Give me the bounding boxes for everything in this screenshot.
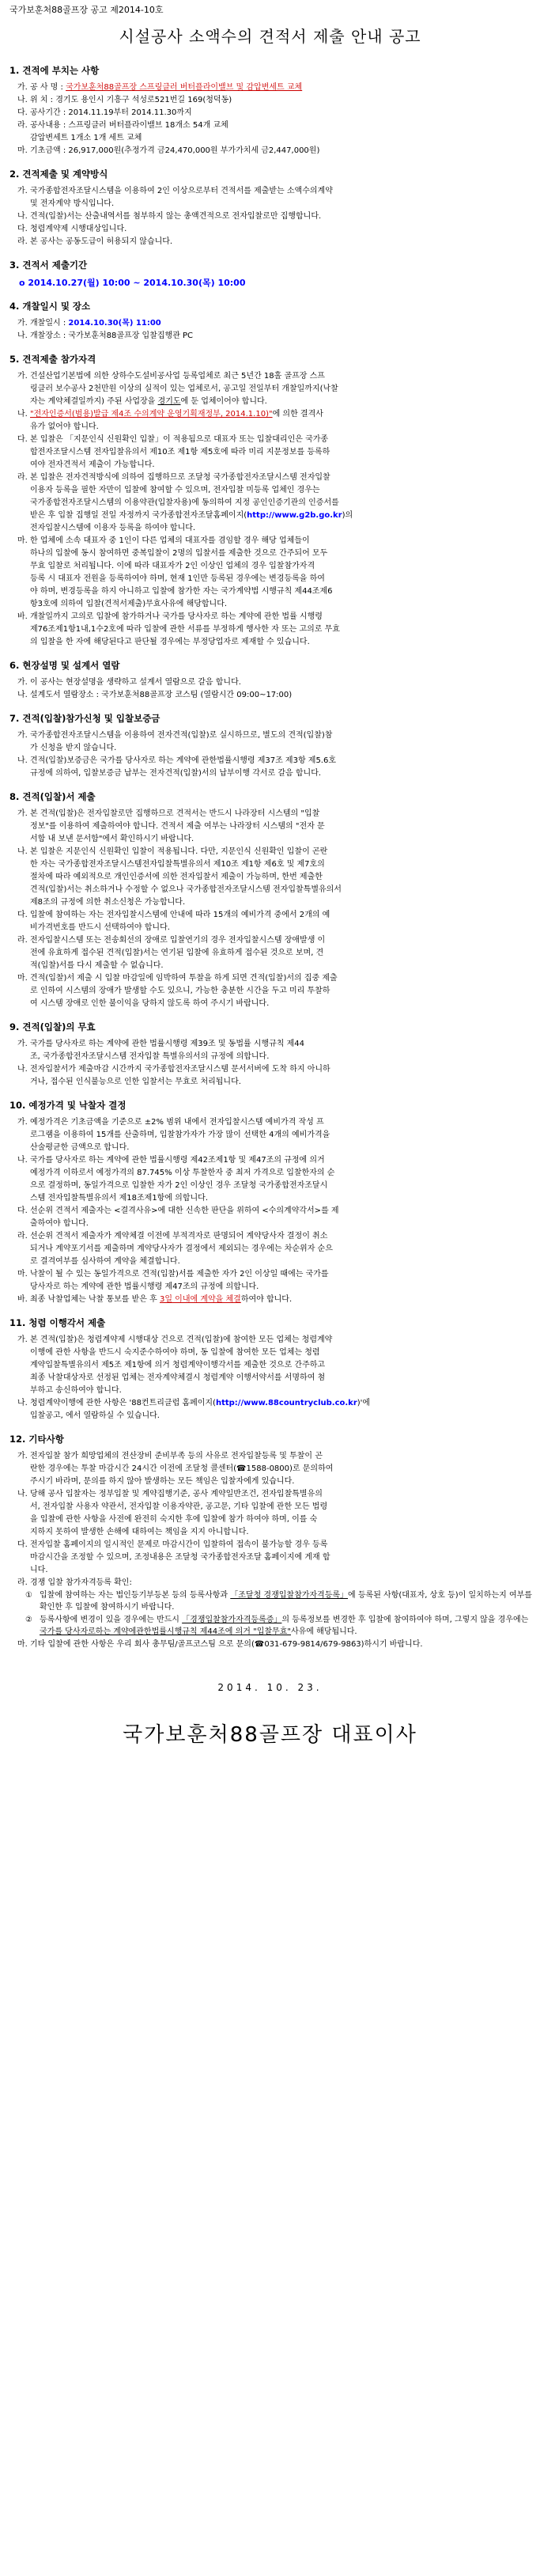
list-item [8,1577,532,1589]
underlined-text: 「경쟁입찰참가자격등록증」 [182,1616,282,1624]
section-heading: 10. 예정가격 및 낙찰자 결정 [9,1100,127,1111]
item-text: 적(입찰)서를 다시 제출할 수 없습니다. [30,961,164,970]
underlined-text: 「조달청 경쟁입찰참가자격등록」 [230,1591,349,1600]
section-s4 [8,300,532,342]
item-text: 을 입찰에 관한 사항을 사전에 완전히 숙지한 후에 입찰에 참가 하여야 하며, 이를 숙 [30,1515,318,1524]
item-text: 야 하며, 변경등록을 하지 아니하고 입찰에 참가한 자는 국가계약법 시행규칙 제44조제6 [30,587,333,596]
list-item [8,1334,532,1346]
item-text: 공사내용 : 스프링클러 버터플라이밸브 18개소 54개 교체 [30,121,228,130]
item-text: 설계도서 열람장소 : 국가보훈처88골프장 코스팀 (열람시간 09:00~17:00) [30,691,293,699]
item-text: 에 등록된 사항(대표자, 상호 등)이 일치하는지 여부를 확인한 후 입찰에 참여하시기 바랍니다. [40,1591,532,1612]
item-text: 계약입찰특별유의서 제5조 제1항에 의거 청렴계약이행각서를 제출한 것으로 간주하고 [30,1361,326,1369]
list-item [8,1513,532,1525]
item-marker: 라. [17,121,28,130]
item-text: 본 견적(입찰)은 청렴계약제 시행대상 건으로 견적(입찰)에 참여한 모든 업체는 청렴계약 [30,1335,333,1344]
item-marker: 나. [17,331,28,340]
highlight-text: http://www.g2b.go.kr [247,511,342,520]
item-text: 전에 유효하게 접수된 견적(입찰)서는 연기된 입찰에 유효하게 접수된 것으로 보며, 견 [30,949,324,957]
item-text: 경쟁 입찰 참가자격등록 확인: [30,1578,132,1587]
item-text: 위 치 : 경기도 용인시 기흥구 석성로521번길 169(청덕동) [30,96,232,104]
list-item [8,947,532,959]
list-item [8,896,532,908]
item-marker: 나. [17,691,28,699]
item-marker: 나. [17,410,28,419]
item-text: 본 공사는 공동도급이 허용되지 않습니다. [30,237,173,246]
item-marker: 가. [17,372,28,381]
list-item [8,317,532,329]
item-text: 낙찰이 될 수 있는 동일가격으로 견적(입찰)서를 제출한 자가 2인 이상일 때에는 국가를 [30,1270,329,1279]
item-text: 자는 계약체결일까지) 주된 사업장을 [30,397,158,406]
list-item [8,446,532,458]
item-text: 기타 입찰에 관한 사항은 우리 회사 총무팀/골프코스팀 으로 문의(☎031-679-9814/679-9863)하시기 바랍니다. [30,1640,423,1649]
item-text: 되거나 계약포기서를 제출하며 계약당사자가 결정에서 제외되는 경우에는 차순위자 순으 [30,1244,333,1253]
list-item [8,1539,532,1551]
list-item [8,884,532,896]
item-text: 등록 시 대표자 전원을 등록하여야 하며, 현재 1인만 등록된 경우에는 변경등록을 하여 [30,574,325,583]
item-marker: 라. [17,473,28,482]
item-text: 의 입찰을 한 자에 해당된다고 판단될 경우에는 부정당업자로 제재할 수 있습니다. [30,638,310,646]
item-text: 스템 전자입찰특별유의서 제18조제1항에 의합니다. [30,1194,209,1203]
item-marker: 마. [17,974,28,983]
item-text: 정보"를 이용하여 제출하여야 합니다. 견적서 제출 여부는 나라장터 시스템의 "전자 문 [30,822,325,831]
notice-body [8,64,532,1650]
item-marker: 라. [17,237,28,246]
list-item [8,922,532,934]
list-item [8,1154,532,1166]
item-text: 하나의 입찰에 동시 참여하면 중복입찰이 2명의 입찰서를 제출한 것으로 간주되어 모두 [30,549,328,558]
item-text: 당사자로 하는 계약에 관한 법률시행령 제47조의 규정에 의합니다. [30,1282,259,1291]
item-marker: 다. [17,108,28,117]
item-text: 여야 전자견적서 제출이 가능합니다. [30,460,155,469]
list-item [8,960,532,972]
list-item [8,1076,532,1088]
list-item [8,1372,532,1384]
item-text: 입찰에 참여하는 자는 법인등기부등본 등의 등록사항과 [40,1591,231,1600]
item-text: 출하여야 합니다. [30,1219,89,1228]
item-marker: 마. [17,146,28,155]
section-s10 [8,1099,532,1305]
list-item [8,1551,532,1563]
item-text: 주시기 바라며, 문의를 하지 않아 발생하는 모든 책임은 입찰자에게 있습니다. [30,1477,295,1486]
list-item [8,459,532,471]
list-item [8,623,532,635]
list-item [8,1501,532,1513]
section-s7 [8,712,532,779]
list-item [8,1142,532,1154]
list-item [8,1638,532,1650]
item-marker: 마. [17,536,28,545]
section-heading: 2. 견적제출 및 계약방식 [9,169,108,180]
section-heading: 4. 개찰일시 및 장소 [9,301,91,312]
item-text: 전자입찰 홈페이지의 일시적인 문제로 마감시간이 입찰하여 접속이 불가능할 경우 등록 [30,1540,328,1549]
list-item [8,1385,532,1396]
item-text: 최종 낙찰업체는 낙찰 통보를 받은 후 [30,1295,160,1304]
list-item [8,560,532,572]
item-text: 선순위 견적서 제출자는 <결격사유>에 대한 신속한 판단을 위하여 <수의계약각서>를 제 [30,1207,339,1215]
item-text: 최종 낙찰대상자로 선정된 업체는 전자계약체결시 청렴계약 이행서약서를 서명하여 첨 [30,1373,326,1382]
list-item [8,1488,532,1500]
list-item [8,1116,532,1128]
item-marker: ② [25,1616,32,1624]
section-heading: 8. 견적(입찰)서 제출 [9,791,96,802]
list-item [8,1294,532,1305]
item-text: 전자입찰 참가 희망업체의 전산장비 준비부족 등의 사유로 전자입찰등록 및 투찰이 곤 [30,1452,323,1460]
item-text: 거나, 접수된 인식불능으로 인한 입찰서는 무효로 처리됩니다. [30,1078,241,1086]
section-s2 [8,168,532,248]
item-marker: 가. [17,809,28,818]
item-marker: 나. [17,1065,28,1074]
item-marker: 다. [17,911,28,919]
list-item [8,1281,532,1293]
item-text: 및 전자계약 방식입니다. [30,199,115,208]
highlight-text: "전자인증서(범용)발급 제4조 수의계약 운영기획재정부, 2014.1.10)" [30,410,273,419]
item-marker: 가. [17,731,28,740]
list-item [8,396,532,407]
list-item [8,676,532,688]
item-text: 국가종합전자조달시스템의 이용약관(입찰자용)에 동의하여 지정 공인인증기관의 인증서를 [30,498,339,507]
list-item [8,119,532,131]
item-text: 이행에 관한 사항을 반드시 숙지준수하여야 하며, 동 입찰에 참여한 모든 업체는 청렴 [30,1348,320,1357]
item-text: 부하고 송신하여야 합니다. [30,1386,122,1395]
item-text: 청렴계약제 시행대상입니다. [30,225,127,233]
item-text: 링클러 보수공사 2천만원 이상의 실적이 있는 업체로서, 공고일 전일부터 개찰일까지(낙찰 [30,385,338,393]
item-text: 본 입찰은 지문인식 신원확인 입찰이 적용됩니다. 다만, 지문인식 신원확인 입찰이 곤란 [30,847,328,856]
list-item [8,636,532,648]
document-id: 국가보훈처88골프장 공고 제2014-10호 [9,5,164,15]
list-item [8,522,532,534]
item-text: 제8조의 규정에 의한 취소신청은 가능합니다. [30,898,186,907]
list-item [8,145,532,157]
list-item [8,1397,532,1409]
section-s5 [8,353,532,648]
list-item [8,434,532,445]
issuer-name: 국가보훈처88골프장 대표이사 [123,1723,417,1747]
list-item [8,755,532,767]
list-item [8,1526,532,1538]
list-item [8,1359,532,1371]
list-item [8,1347,532,1358]
item-text: 무효 입찰로 처리됩니다. 이에 따라 대표자가 2인 이상인 업체의 경우 입찰참가자격 [30,562,315,570]
item-text: 기초금액 : 26,917,000원(추정가격 금24,470,000원 부가가치세 금2,447,000원) [30,146,320,155]
item-text: 전자입찰시스템에 이용자 등록을 하여야 합니다. [30,524,196,532]
list-item [8,370,532,382]
list-item [8,535,532,547]
section-s1 [8,64,532,157]
item-text: 국가를 당사자로 하는 계약에 관한 법률시행령 제39조 및 동법률 시행규칙 제44 [30,1040,305,1048]
list-item [8,1167,532,1179]
list-item [8,210,532,222]
list-item [8,1564,532,1576]
item-text: 견적(입찰)보증금은 국가를 당사자로 하는 계약에 관한법률시행령 제37조 제3항 제5.6호 [30,756,337,765]
list-item [8,1038,532,1050]
item-text: 예정가격은 기초금액을 기준으로 ±2% 범위 내에서 전자입찰시스템 예비가격 작성 프 [30,1118,324,1127]
item-text: 등록사항에 변경이 있을 경우에는 반드시 [40,1616,183,1624]
list-item [8,729,532,741]
section-s8 [8,790,532,1010]
section-s9 [8,1021,532,1088]
item-text: 국가종합전자조달시스템을 이용하여 2인 이상으로부터 견적서를 제출받는 소액수의계약 [30,187,333,195]
list-item [8,236,532,248]
item-text: 산술평균한 금액으로 합니다. [30,1143,130,1152]
list-item [8,421,532,433]
list-item [8,484,532,496]
list-item [8,1268,532,1280]
section-heading: 1. 견적에 부치는 사항 [9,65,100,76]
item-text: 본 입찰은 「지문인식 신원확인 입찰」이 적용됨으로 대표자 또는 입찰대리인은 국가종 [30,435,329,444]
list-item [8,472,532,483]
item-marker: 마. [17,1640,28,1649]
item-marker: 라. [17,1578,28,1587]
notice-page [8,0,532,1748]
item-text: 개찰장소 : 국가보훈처88골프장 입찰집행관 PC [30,331,194,340]
list-item [8,909,532,921]
item-marker: 바. [17,612,28,621]
item-marker: 가. [17,83,28,92]
list-item [8,689,532,701]
item-text: 비가격번호를 반드시 선택하여야 합니다. [30,923,170,932]
item-text: 견적(입찰)서 제출 시 입찰 마감일에 임박하여 투찰을 하게 되면 견적(입찰)서의 집중 제출 [30,974,338,983]
list-item [8,547,532,559]
item-text: 전자입찰시스템 또는 전송회선의 장애로 입찰연기의 경우 전자입찰시스템 장애발생 이 [30,936,326,945]
item-text: 란한 경우에는 투찰 마감시간 24시간 이전에 조달청 콜센터(☎1588-0800)로 문의하여 [30,1464,334,1473]
item-marker: 가. [17,1452,28,1460]
item-text: 지하지 못하여 발생한 손해에 대하여는 책임을 지지 아니합니다. [30,1528,249,1536]
item-text: 절차에 따라 예외적으로 개인인증서에 의한 전자입찰서 제출이 가능하며, 한번 제출한 [30,873,323,881]
list-item [8,94,532,106]
item-text: 여 시스템 장애로 인한 불이익을 당하지 않도록 하여 주시기 바랍니다. [30,999,270,1008]
item-text: 견적(입찰)서는 산출내역서를 첨부하지 않는 총액견적으로 전자입찰로만 집행합니다. [30,212,322,221]
list-item [8,972,532,984]
list-item [8,998,532,1010]
item-text: 본 입찰은 전자견적방식에 의하여 집행하므로 조달청 국가종합전자조달시스템 전자입찰 [30,473,330,482]
item-text: 합전자조달시스템 전자입찰유의서 제10조 제1항 제5호에 따라 미리 지문정보를 등록하 [30,448,330,456]
section-heading: 7. 견적(입찰)참가신청 및 입찰보증금 [9,713,160,724]
list-item [8,858,532,870]
item-text: 본 견적(입찰)은 전자입찰로만 집행하므로 견적서는 반드시 나라장터 시스템의 "입찰 [30,809,320,818]
section-heading: 9. 견적(입찰)의 무효 [9,1021,96,1032]
list-item [8,81,532,93]
list-item [8,1256,532,1267]
item-marker: 마. [17,1270,28,1279]
item-text: 로 결격여부를 심사하여 계약을 체결합니다. [30,1257,180,1266]
item-text: 항3호에 의하여 입찰(견적서제출)무효사유에 해당합니다. [30,600,228,608]
list-item [8,1218,532,1229]
highlight-text: http://www.88countryclub.co.kr [215,1399,357,1407]
list-item [8,1243,532,1255]
item-text: 규정에 의하여, 입찰보증금 납부는 전자견적(입찰)서의 납부이행 각서로 갈음 합니다. [30,769,322,778]
list-item [8,1180,532,1191]
list-item [8,1410,532,1422]
section-heading: 12. 기타사항 [9,1434,64,1445]
item-text: 사유에 해당됩니다. [290,1627,357,1636]
highlight-text: 2014.10.30(목) 11:00 [68,319,161,328]
item-text: 제76조제1항1내,1수2호에 따라 입찰에 관한 서류를 부정하게 행사한 자 또는 고의로 무효 [30,625,340,634]
item-marker: 바. [17,1295,28,1304]
item-marker: 다. [17,1540,28,1549]
list-item [8,132,532,144]
item-text: 서, 전자입찰 사용자 약관서, 전자입찰 이용자약관, 공고문, 기타 입찰에 관한 모든 법령 [30,1502,328,1511]
section-heading: 3. 견적서 제출기간 [9,259,88,271]
item-marker: 나. [17,212,28,221]
item-text: 예정가격 이하로서 예정가격의 87.745% 이상 투찰한자 중 최저 가격으로 입찰한자의 순 [30,1169,335,1177]
item-text: 유가 없어야 합니다. [30,422,99,431]
item-text: 개찰일까지 고의로 입찰에 참가하거나 국가를 당사자로 하는 계약에 관한 법률 시행령 [30,612,323,621]
list-item [8,573,532,585]
list-item [8,846,532,858]
item-marker: 나. [17,847,28,856]
list-item [8,742,532,754]
item-marker: 다. [17,225,28,233]
item-text: 이 공사는 현장설명을 생략하고 설계서 열람으로 갈음 합니다. [30,678,241,687]
item-text: 로그램을 이용하여 15개를 산출하며, 입찰참가자가 가장 많이 선택한 4개의 예비가격을 [30,1131,330,1139]
list-item [8,107,532,119]
highlight-text: 3일 이내에 계약을 체결 [159,1295,241,1304]
item-text: 한 업체에 소속 대표자 중 1인이 다른 업체의 대표자를 겸임할 경우 해당 업체들이 [30,536,310,545]
item-text: 의 등록정보를 변경한 후 입찰에 참여하여야 하며, 그렇지 않을 경우에는 [281,1616,529,1624]
item-text: 입찰에 참여하는 자는 전자입찰시스템에 안내에 따라 15개의 예비가격 중에서 2개의 예 [30,911,330,919]
item-text: )'에 [357,1399,371,1407]
item-marker: 다. [17,1207,28,1215]
list-item [8,585,532,597]
list-item [8,408,532,420]
item-text: 으로 결정하며, 동일가격으로 입찰한 자가 2인 이상인 경우 조달청 국가종합전자조달시 [30,1181,328,1190]
item-text: )의 [342,511,353,520]
item-text: 니다. [30,1566,48,1574]
list-item [8,1450,532,1462]
underlined-text: 국가를 당사자로하는 계약에관한법률시행규칙 제44조에 의거 "입찰무효" [40,1627,291,1636]
item-marker: 나. [17,756,28,765]
list-item [8,1614,532,1638]
list-item [8,1205,532,1217]
item-marker: 라. [17,1232,28,1241]
notice-title: 시설공사 소액수의 견적서 제출 안내 공고 [119,27,421,46]
item-text: 에 의한 결격사 [272,410,323,419]
list-item [8,510,532,521]
item-text: 감압변세트 1개소 1개 세트 교체 [30,134,142,142]
list-item [8,383,532,395]
item-text: 공 사 명 : [30,83,66,92]
list-item [8,198,532,210]
item-marker: ① [25,1591,32,1600]
item-text: 에 둔 업체이어야 합니다. [180,397,267,406]
list-item [8,767,532,779]
list-item [8,1051,532,1063]
item-text: 견적(입찰)서는 취소하거나 수정할 수 없으나 국가종합전자조달시스템 전자입찰특별유의서 [30,885,342,894]
item-marker: 나. [17,1156,28,1165]
list-item [8,808,532,820]
item-text: 개찰일시 : [30,319,69,328]
item-text: 받은 후 입찰 집행일 전일 자정까지 국가종합전자조달홈페이지( [30,511,247,520]
item-text: 전자입찰서가 제출마감 시간까지 국가종합전자조달시스템 문서서버에 도착 하지 아니하 [30,1065,330,1074]
item-marker: 나. [17,1490,28,1498]
section-s12 [8,1433,532,1650]
item-marker: 가. [17,1118,28,1127]
list-item [8,1063,532,1075]
item-marker: 가. [17,1040,28,1048]
highlight-text: 국가보훈처88골프장 스프링클러 버터플라이밸브 및 감압변세트 교체 [66,83,303,92]
section-s3 [8,259,532,289]
item-marker: 나. [17,96,28,104]
item-text: 로 인하여 시스템의 장애가 발생할 수도 있으니, 가능한 충분한 시간을 두고 미리 투찰하 [30,987,330,995]
section-heading: 11. 청렴 이행각서 제출 [9,1317,106,1328]
section-heading: 6. 현장설명 및 설계서 열람 [9,660,120,671]
item-marker: 가. [17,319,28,328]
item-text: 국가종합전자조달시스템을 이용하여 전자견적(입찰)로 실시하므로, 별도의 견적(입찰)참 [30,731,333,740]
list-item [8,1589,532,1613]
list-item [8,820,532,832]
list-item [8,330,532,342]
item-marker: 나. [17,1399,28,1407]
item-marker: 가. [17,678,28,687]
notice-date: 2014. 10. 23. [217,1682,323,1693]
list-item [8,1129,532,1141]
item-text: 건설산업기본법에 의한 상하수도설비공사업 등록업체로 최근 5년간 18홀 골프장 스프 [30,372,325,381]
item-text: 조, 국가종합전자조달시스템 전자입찰 특별유의서의 규정에 의합니다. [30,1052,270,1061]
item-text: 하여야 합니다. [240,1295,293,1304]
list-item [8,1476,532,1487]
item-marker: 가. [17,187,28,195]
list-item [8,871,532,883]
item-text: 가 신청을 받지 않습니다. [30,744,117,752]
item-text: 서함 내 보낸 문서함"에서 확인하시기 바랍니다. [30,835,194,843]
item-marker: 다. [17,435,28,444]
list-item [8,1463,532,1475]
item-text: 한 자는 국가종합전자조달시스템전자입찰특별유의서 제10조 제1항 제6호 및 제7호의 [30,860,325,869]
underlined-text: 경기도 [157,397,181,406]
item-text: 선순위 견적서 제출자가 계약체결 이전에 부적격자로 판명되어 계약당사자 결정이 취소 [30,1232,328,1241]
list-item [8,598,532,610]
submission-period: o 2014.10.27(월) 10:00 ~ 2014.10.30(목) 10:00 [19,278,246,288]
item-text: 당해 공사 입찰자는 정부입찰 및 계약집행기준, 공사 계약일반조건, 전자입찰특별유의 [30,1490,323,1498]
list-item [8,1230,532,1242]
list-item [8,223,532,235]
item-text: 이용자 등록을 필한 자만이 입찰에 참여할 수 있으며, 전자입찰 미등록 업체인 경우는 [30,486,320,494]
list-item [8,185,532,197]
section-s6 [8,659,532,701]
list-item [8,1192,532,1204]
item-marker: 가. [17,1335,28,1344]
item-text: 마감시간을 조정할 수 있으며, 조정내용은 조달청 국가종합전자조달 홈페이지에 게재 합 [30,1553,330,1562]
item-text: 국가를 당사자로 하는 계약에 관한 법률시행령 제42조제1항 및 제47조의 규정에 의거 [30,1156,325,1165]
section-s11 [8,1316,532,1422]
list-item [8,985,532,997]
list-item [8,934,532,946]
list-item [8,833,532,845]
list-item [8,497,532,509]
section-heading: 5. 견적제출 참가자격 [9,354,96,365]
item-marker: 라. [17,936,28,945]
item-text: 공사기간 : 2014.11.19부터 2014.11.30까지 [30,108,192,117]
list-item [8,611,532,623]
item-text: 입찰공고, 에서 열람하실 수 있습니다. [30,1411,160,1420]
item-text: 청렴계약이행에 관한 사항은 '88컨트리클럽 홈페이지( [30,1399,216,1407]
